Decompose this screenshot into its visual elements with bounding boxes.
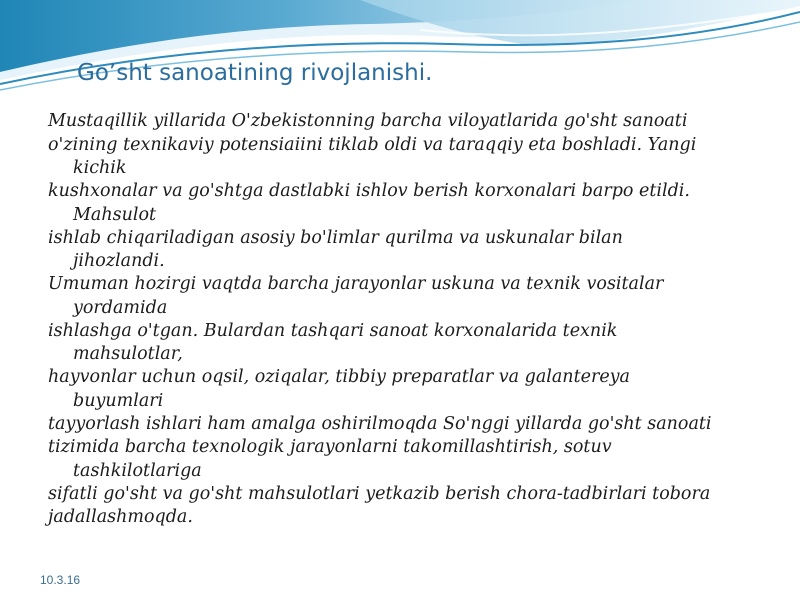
body-line: ishlab chiqariladigan asosiy bo'limlar qurilma va uskunalar bilan xyxy=(48,227,623,248)
body-line: jadallashmoqda. xyxy=(48,507,193,527)
body-line: kichik xyxy=(73,158,127,178)
body-line: hayvonlar uchun oqsil, oziqalar, tibbiy preparatlar va galantereya xyxy=(48,367,630,387)
body-line: sifatli go'sht va go'sht mahsulotlari yetkazib berish chora-tadbirlari tobora xyxy=(48,483,711,504)
body-line: tashkilotlariga xyxy=(73,460,202,481)
body-line: buyumlari xyxy=(73,390,164,411)
slide-body xyxy=(48,110,768,530)
body-line: kushxonalar va go'shtga dastlabki ishlov berish korxonalari barpo etildi. xyxy=(48,181,690,201)
body-line: mahsulotlar, xyxy=(73,344,183,364)
body-line: Umuman hozirgi vaqtda barcha jarayonlar uskuna va texnik vositalar xyxy=(48,274,664,294)
body-line: jihozlandi. xyxy=(73,251,165,271)
body-line: Mahsulot xyxy=(73,204,157,225)
body-line: o'zining texnikaviy potensiaiini tiklab oldi va taraqqiy eta boshladi. Yangi xyxy=(48,134,697,155)
body-line: yordamida xyxy=(73,297,168,318)
body-line: tayyorlash ishlari ham amalga oshirilmoqda So'nggi yillarda go'sht sanoati xyxy=(48,413,712,434)
header-wave-decoration xyxy=(0,0,800,110)
slide-date: 10.3.16 xyxy=(40,573,81,587)
slide-title: Go’sht sanoatining rivojlanishi. xyxy=(77,60,433,86)
body-line: Mustaqillik yillarida O'zbekistonning barcha viloyatlarida go'sht sanoati xyxy=(48,111,688,131)
body-line: tizimida barcha texnologik jarayonlarni takomillashtirish, sotuv xyxy=(48,437,612,457)
body-line: ishlashga o'tgan. Bulardan tashqari sanoat korxonalarida texnik xyxy=(48,320,618,341)
